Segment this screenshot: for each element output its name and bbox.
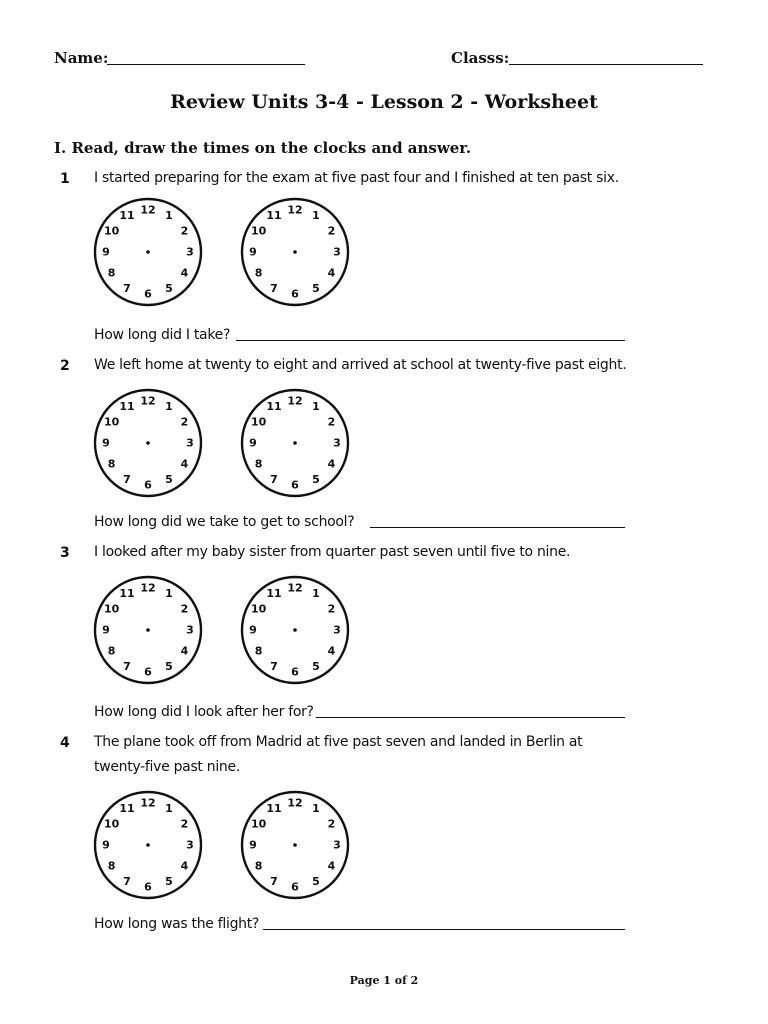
clock-number: 4 (180, 644, 189, 658)
clock-number: 3 (186, 838, 194, 852)
clock-number: 11 (266, 209, 282, 223)
clock-number: 7 (270, 874, 278, 888)
clock-number: 12 (140, 394, 156, 408)
clock-number: 4 (327, 457, 336, 471)
clock-face-end[interactable] (239, 789, 351, 901)
clock-number: 5 (312, 281, 320, 295)
clock-number: 8 (107, 859, 116, 873)
clock-number: 3 (186, 245, 194, 259)
clock-number: 4 (327, 266, 336, 280)
clock-face-start[interactable] (92, 387, 204, 499)
question-number: 1 (60, 171, 70, 187)
clock-number: 12 (287, 203, 303, 217)
answer-prompt: How long did I take? (94, 327, 231, 343)
clock-number: 8 (254, 266, 263, 280)
clock-number: 8 (254, 644, 263, 658)
clock-number: 12 (140, 796, 156, 810)
clock-number: 12 (140, 581, 156, 595)
clock-number: 1 (312, 400, 320, 414)
clock-number: 9 (102, 838, 110, 852)
clock-number: 12 (287, 581, 303, 595)
clock-number: 7 (123, 659, 131, 673)
clock-center-dot (146, 843, 150, 847)
answer-line[interactable] (370, 527, 625, 528)
clock-number: 12 (287, 796, 303, 810)
name-input-line[interactable] (107, 64, 305, 65)
clock-number: 1 (312, 802, 320, 816)
name-label: Name: (54, 49, 109, 67)
clock-number: 2 (327, 415, 336, 429)
clock-number: 11 (266, 400, 282, 414)
clock-number: 3 (186, 436, 194, 450)
clock-number: 8 (107, 266, 116, 280)
clock-number: 9 (249, 436, 257, 450)
answer-line[interactable] (263, 929, 625, 930)
page-title: Review Units 3-4 - Lesson 2 - Worksheet (170, 91, 598, 113)
answer-line[interactable] (236, 340, 625, 341)
clock-number: 10 (250, 817, 267, 831)
clock-number: 6 (144, 880, 152, 894)
clock-number: 6 (144, 665, 152, 679)
question-text: I started preparing for the exam at five past four and I finished at ten past six. (94, 170, 619, 186)
clock-number: 2 (180, 817, 189, 831)
clock-number: 1 (165, 209, 173, 223)
clock-number: 9 (249, 838, 257, 852)
clock-center-dot (146, 441, 150, 445)
clock-number: 2 (180, 224, 189, 238)
clock-number: 1 (312, 587, 320, 601)
clock-number: 4 (327, 644, 336, 658)
clock-number: 9 (102, 245, 110, 259)
clock-number: 3 (333, 436, 341, 450)
clock-number: 4 (327, 859, 336, 873)
clock-number: 1 (165, 400, 173, 414)
clock-number: 10 (250, 602, 267, 616)
clock-number: 10 (103, 602, 120, 616)
clock-center-dot (293, 250, 297, 254)
clock-number: 11 (266, 587, 282, 601)
clock-number: 3 (186, 623, 194, 637)
clock-number: 7 (123, 874, 131, 888)
clock-face-start[interactable] (92, 574, 204, 686)
question-number: 2 (60, 358, 70, 374)
clock-number: 11 (119, 400, 135, 414)
clock-number: 5 (165, 874, 173, 888)
clock-number: 7 (270, 281, 278, 295)
clock-number: 8 (254, 457, 263, 471)
clock-center-dot (146, 628, 150, 632)
clock-number: 7 (270, 472, 278, 486)
clock-number: 5 (165, 281, 173, 295)
question-text: The plane took off from Madrid at five past seven and landed in Berlin at twenty-five past nine. (94, 734, 583, 775)
clock-number: 11 (119, 802, 135, 816)
answer-prompt: How long did I look after her for? (94, 704, 314, 720)
section-heading: I. Read, draw the times on the clocks and answer. (54, 139, 472, 157)
clock-center-dot (293, 441, 297, 445)
clock-number: 4 (180, 266, 189, 280)
clock-number: 6 (291, 478, 299, 492)
clock-number: 9 (249, 245, 257, 259)
clock-number: 5 (165, 659, 173, 673)
clock-number: 9 (102, 436, 110, 450)
clock-number: 9 (249, 623, 257, 637)
answer-prompt: How long was the flight? (94, 916, 260, 932)
clock-number: 1 (165, 802, 173, 816)
question-text: I looked after my baby sister from quarter past seven until five to nine. (94, 544, 571, 560)
question-number: 3 (60, 545, 70, 561)
page-footer: Page 1 of 2 (349, 974, 419, 987)
clock-number: 2 (327, 817, 336, 831)
question-text: We left home at twenty to eight and arrived at school at twenty-five past eight. (94, 357, 627, 373)
clock-number: 6 (291, 665, 299, 679)
clock-center-dot (146, 250, 150, 254)
clock-number: 5 (165, 472, 173, 486)
clock-number: 12 (287, 394, 303, 408)
clock-number: 2 (327, 224, 336, 238)
clock-center-dot (293, 843, 297, 847)
clock-number: 1 (312, 209, 320, 223)
clock-number: 8 (254, 859, 263, 873)
clock-number: 2 (327, 602, 336, 616)
clock-number: 10 (250, 415, 267, 429)
clock-number: 5 (312, 472, 320, 486)
clock-face-start[interactable] (92, 196, 204, 308)
clock-number: 12 (140, 203, 156, 217)
answer-line[interactable] (316, 717, 625, 718)
clock-number: 2 (180, 415, 189, 429)
clock-number: 10 (250, 224, 267, 238)
clock-number: 11 (119, 209, 135, 223)
clock-number: 6 (291, 880, 299, 894)
question-number: 4 (60, 735, 70, 751)
clock-number: 5 (312, 659, 320, 673)
clock-center-dot (293, 628, 297, 632)
clock-number: 3 (333, 245, 341, 259)
clock-number: 7 (123, 472, 131, 486)
clock-number: 10 (103, 224, 120, 238)
clock-number: 8 (107, 644, 116, 658)
clock-face-end[interactable] (239, 574, 351, 686)
clock-face-end[interactable] (239, 387, 351, 499)
clock-number: 5 (312, 874, 320, 888)
clock-number: 10 (103, 817, 120, 831)
clock-number: 7 (123, 281, 131, 295)
clock-number: 4 (180, 859, 189, 873)
clock-face-start[interactable] (92, 789, 204, 901)
clock-number: 10 (103, 415, 120, 429)
clock-face-end[interactable] (239, 196, 351, 308)
clock-number: 11 (266, 802, 282, 816)
clock-number: 6 (144, 287, 152, 301)
class-label: Classs: (451, 49, 510, 67)
clock-number: 11 (119, 587, 135, 601)
clock-number: 3 (333, 838, 341, 852)
clock-number: 1 (165, 587, 173, 601)
clock-number: 3 (333, 623, 341, 637)
clock-number: 2 (180, 602, 189, 616)
clock-number: 4 (180, 457, 189, 471)
clock-number: 9 (102, 623, 110, 637)
clock-number: 8 (107, 457, 116, 471)
clock-number: 6 (144, 478, 152, 492)
class-input-line[interactable] (509, 64, 703, 65)
clock-number: 7 (270, 659, 278, 673)
clock-number: 6 (291, 287, 299, 301)
answer-prompt: How long did we take to get to school? (94, 514, 355, 530)
